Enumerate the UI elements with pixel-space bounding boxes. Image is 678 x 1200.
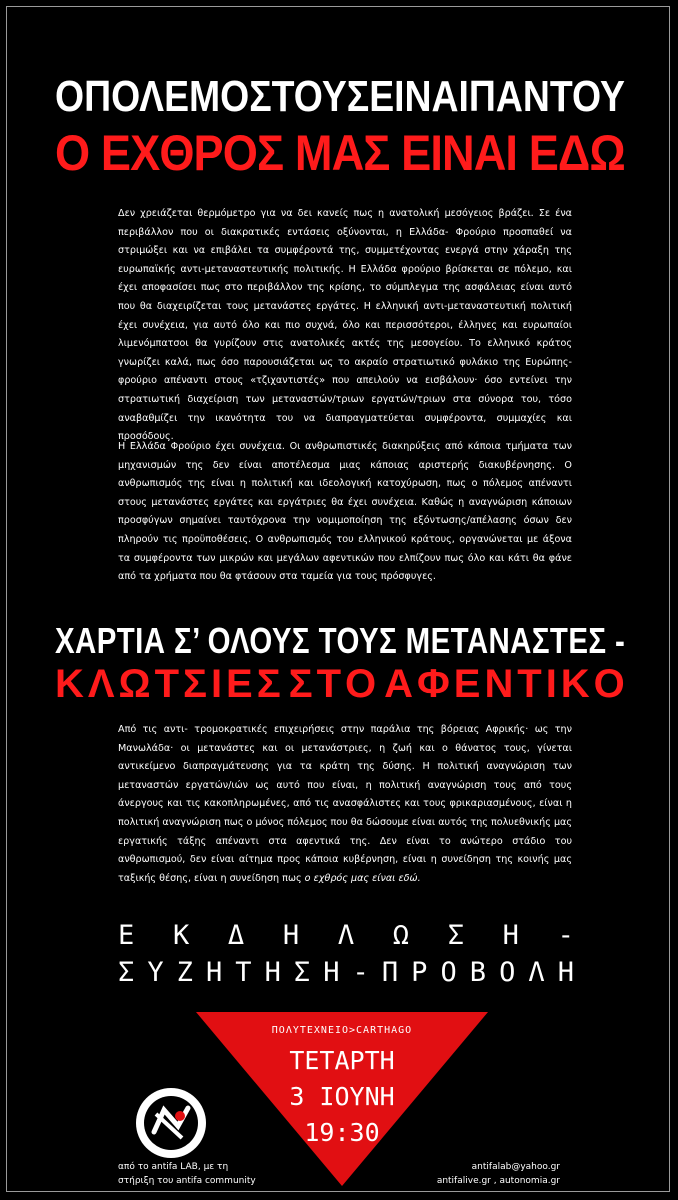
event-letter: Ο bbox=[499, 957, 516, 988]
event-letter: Σ bbox=[293, 957, 311, 988]
footer-contacts bbox=[437, 1160, 560, 1188]
headline-letter: Ν bbox=[484, 662, 514, 706]
paragraph-2: Η Ελλάδα Φρούριο έχει συνέχεια. Οι ανθρωπιστικές διακηρύξεις από κάποια τμήματα των μηχανισμών της δεν είναι αποτέλεσμα μιας κάποιας αριστερής διακυβέρνησης. Ο ανθρωπισμός της είναι η πολιτική και ιδεολογική κατοχύρωση, πως ο πόλεμος απέναντι στους μετανάστες εργάτες και εργάτριες θα έχει συνέχεια. Καθώς η αναγνώριση κάποιων προσφύγων σημαίνει ταυτόχρονα την νομιμοποίηση της εξόντωσης/απέλασης όσων δεν πληρούν τις προϋποθέσεις. Ο ανθρωπισμός του ελληνικού κράτους, οργανώνεται με άξονα τα συμφέροντα των μικρών και μεγάλων αφεντικών που ελπίζουν πως όλο και κάτι θα φάνε από τα χρήματα που θα φτάσουν στα ταμεία για τους πρόσφυγες. bbox=[118, 441, 572, 583]
event-letter: Η bbox=[557, 957, 574, 988]
headline-letter: Τ bbox=[154, 662, 179, 706]
headline-word: Ο bbox=[55, 72, 85, 121]
headline-letter: Ι bbox=[545, 662, 557, 706]
antifa-lab-logo-icon bbox=[134, 1086, 208, 1160]
headline-letter: Ε bbox=[226, 662, 253, 706]
headline-letter: Κ bbox=[560, 662, 590, 706]
headline-letter: Σ bbox=[288, 662, 313, 706]
headline-word: ΕΙΝΑΙ bbox=[369, 72, 469, 121]
headline-line-1 bbox=[55, 72, 625, 122]
footer-credits-line: από το antifa LAB, με τη bbox=[118, 1162, 229, 1172]
headline-letter: Α bbox=[384, 662, 413, 706]
event-day: ΤΕΤΑΡΤΗ bbox=[289, 1046, 395, 1075]
event-letter: Υ bbox=[147, 957, 164, 988]
headline-letter: Ο bbox=[593, 662, 625, 706]
event-letter: Ω bbox=[392, 920, 410, 951]
event-type-line-1 bbox=[118, 920, 574, 951]
event-letter: Π bbox=[381, 957, 399, 988]
headline-letter: Σ bbox=[256, 662, 281, 706]
headline-letter: Φ bbox=[416, 662, 450, 706]
footer-email[interactable]: antifalab@yahoo.gr bbox=[471, 1162, 560, 1172]
headline-letter: Σ bbox=[182, 662, 207, 706]
event-letter: Ε bbox=[118, 920, 135, 951]
event-letter: Β bbox=[469, 957, 487, 988]
event-type-line-2 bbox=[118, 957, 574, 988]
event-letter: Λ bbox=[337, 920, 355, 951]
event-letter: Η bbox=[282, 920, 300, 951]
paragraph-3-emphasis: ο εχθρός μας είναι εδώ. bbox=[304, 872, 421, 884]
event-letter: Η bbox=[323, 957, 340, 988]
event-letter: - bbox=[352, 957, 369, 988]
headline-letter: Ι bbox=[210, 662, 223, 706]
headline-letter: Τ bbox=[316, 662, 342, 706]
event-letter: Σ bbox=[118, 957, 135, 988]
headline-word: ΠΑΝΤΟΥ bbox=[468, 72, 625, 121]
section-headline-1: ΧΑΡΤΙΑ Σ’ ΟΛΟΥΣ ΤΟΥΣ ΜΕΤΑΝΑΣΤΕΣ - bbox=[55, 620, 626, 661]
event-letter: Η bbox=[502, 920, 519, 951]
event-letter: Ο bbox=[440, 957, 457, 988]
headline-letter: Λ bbox=[87, 662, 115, 706]
event-letter: Κ bbox=[172, 920, 190, 951]
headline-letter: Κ bbox=[55, 662, 84, 706]
paragraph-3 bbox=[118, 721, 572, 888]
event-letter: Ρ bbox=[411, 957, 428, 988]
headline-letter: Ω bbox=[118, 662, 151, 706]
headline-word: ΤΟΥΣ bbox=[271, 72, 370, 121]
event-letter: Σ bbox=[447, 920, 464, 951]
event-letter: Δ bbox=[227, 920, 245, 951]
venue-label: ΠΟΛΥΤΕΧΝΕΙΟ>CARTHAGO bbox=[271, 1025, 413, 1036]
headline-letter: Ε bbox=[453, 662, 481, 706]
headline-letter: Ο bbox=[345, 662, 377, 706]
headline-letter: Τ bbox=[517, 662, 542, 706]
event-letter: - bbox=[557, 920, 574, 951]
paragraph-3-main: Από τις αντι- τρομοκρατικές επιχειρήσεις στην παράλια της βόρειας Αφρικής· ως την Μανωλάδα· οι μετανάστες και οι μετανάστριες, η ζωή και ο θάνατος τους, γίνεται αντικείμενο διαπραγμάτευσης για τα κράτη της δύσης. Η πολιτική αναγνώριση των μεταναστών εργατών/ιών ως αυτό που είναι, η πολιτική αναγνώριση τους από τους άνεργους και τις κακοπληρωμένες, από τις ανασφάλιστες και τους φρικαριασμένους, είναι η πολιτική αναγνώριση πως ο μόνος πόλεμος που θα δώσουμε είναι αυτός της πολυεθνικής μας εργατικής τάξης απέναντι στα αφεντικά της. Δεν είναι το ανώτερο στάδιο του ανθρωπισμού, δεν είναι αίτημα προς κάποια κυβέρνηση, είναι η συνείδηση της κοινής μας ταξικής θέσης, είναι η συνείδηση πως bbox=[118, 724, 572, 884]
section-headline-2 bbox=[55, 662, 625, 707]
headline-line-2: Ο ΕΧΘΡΟΣ ΜΑΣ ΕΙΝΑΙ ΕΔΩ bbox=[55, 125, 625, 181]
footer-websites[interactable]: antifalive.gr , autonomia.gr bbox=[436, 1176, 560, 1186]
event-letter: Ζ bbox=[176, 957, 193, 988]
footer-credits bbox=[118, 1160, 256, 1188]
event-letter: Η bbox=[264, 957, 281, 988]
event-letter: Τ bbox=[235, 957, 252, 988]
headline-word: ΠΟΛΕΜΟΣ bbox=[84, 72, 272, 121]
event-letter: Λ bbox=[528, 957, 545, 988]
footer-credits-line: στήριξη του antifa community bbox=[118, 1176, 256, 1186]
event-date: 3 ΙΟΥΝΗ bbox=[289, 1082, 395, 1111]
event-letter: Η bbox=[205, 957, 223, 988]
event-time: 19:30 bbox=[304, 1118, 380, 1147]
paragraph-1: Δεν χρειάζεται θερμόμετρο για να δει κανείς πως η ανατολική μεσόγειος βράζει. Σε ένα περιβάλλον που οι διακρατικές εντάσεις οξύνονται, η Ελλάδα- Φρούριο προσπαθεί να στριμώξει και να επιβάλει τα συμφέροντά της, συμμετέχοντας ενεργά στην χάραξη της ευρωπαϊκής αντι-μεταναστευτικής πολιτικής. Η Ελλάδα φρούριο βρίσκεται σε πόλεμο, και έχει αποφασίσει πως στο περιβάλλον της κρίσης, το σύμπλεγμα της ασφάλειας είναι αυτό που θα διαχειρίζεται τους μετανάστες εργάτες. Η ελληνική αντι-μεταναστευτική πολιτική έχει συνέχεια, για αυτό όλο και πιο συχνά, όλο και περισσότεροι, έλληνες και ευρωπαίοι λιμενόμπατσοι θα γυρίζουν στις ανατολικές ακτές της μεσογείου. Το ελληνικό κράτος γνωρίζει καλά, πως όσο παρουσιάζεται ως το ακραίο στρατιωτικό φυλάκιο της Ευρώπης- φρούριο απέναντι στους «τζιχαντιστές» που απειλούν να εισβάλουν· όσο εντείνει την στρατιωτική διαχείριση των μεταναστών/τριων εργατών/τριων στα σύνορα του, τόσο αναβαθμίζει την ικανότητα του να διαπραγματεύεται συμφέροντα, συμμαχίες και προσόδους. bbox=[118, 208, 572, 443]
